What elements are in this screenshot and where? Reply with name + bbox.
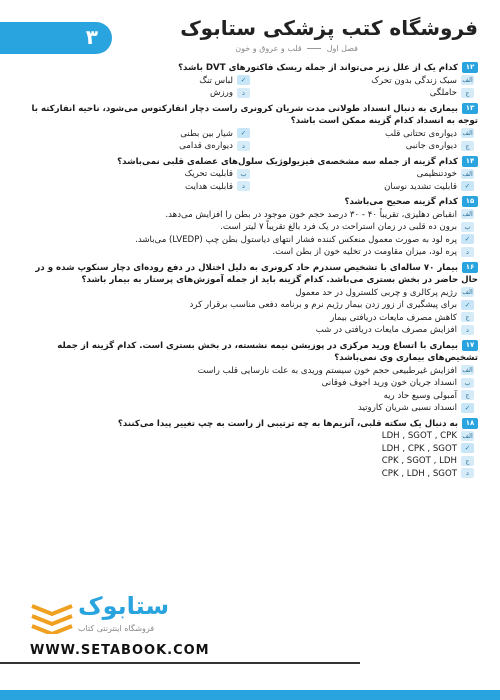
question-text: بیماری با اتساع ورید مرکزی در پوزیشن نیمه نشسته، در بخش بستری است. کدام گزینه از جمله تشخیص‌های بیماری وی نمی‌باشد؟ bbox=[57, 340, 478, 363]
answer-option[interactable] bbox=[26, 128, 250, 141]
question-text: بیماری به دنبال انسداد طولانی مدت شریان کرونری راست دچار انفارکتوس می‌شود، ناحیه انفارکته با توجه به انسداد کدام گزینه ممکن است باشد؟ bbox=[31, 103, 478, 126]
option-list bbox=[26, 209, 474, 259]
option-list bbox=[26, 168, 474, 193]
answer-option[interactable] bbox=[26, 468, 474, 481]
option-label: ج bbox=[461, 456, 474, 466]
option-text: LDH , SGOT , CPK bbox=[381, 431, 457, 441]
option-label: ج bbox=[461, 390, 474, 400]
logo-subtitle: فروشگاه اینترنتی کتاب bbox=[78, 624, 155, 633]
question-number: ۱۴ bbox=[462, 156, 478, 167]
question bbox=[26, 418, 478, 481]
answer-check-icon: ✓ bbox=[461, 300, 474, 310]
option-list bbox=[26, 430, 474, 480]
option-label: ج bbox=[461, 88, 474, 98]
breadcrumb-chapter: فصل اول bbox=[326, 44, 358, 53]
answer-option[interactable] bbox=[26, 299, 474, 312]
option-text: افزایش غیرطبیعی حجم خون سیستم وریدی به علت نارسایی قلب راست bbox=[197, 365, 457, 376]
option-label: الف bbox=[462, 210, 473, 218]
answer-option[interactable] bbox=[26, 181, 250, 194]
bottom-accent-bar bbox=[0, 690, 500, 700]
question-list bbox=[26, 62, 478, 483]
answer-option[interactable] bbox=[26, 402, 474, 415]
option-text: برای پیشگیری از زور زدن بیمار رژیم نرم و برنامه دفعی مناسب برقرار کرد bbox=[189, 300, 457, 310]
breadcrumb bbox=[235, 44, 358, 53]
question-text: بیمار ۷۰ ساله‌ای با تشخیص سندرم حاد کرونری به دلیل اختلال در دفع روده‌ای دچار سنکوپ شده و در حال حاضر در بخش بستری می‌باشد. کدام گزینه باید از جمله آموزش‌های پرستار به بیمار باشد؟ bbox=[35, 262, 478, 285]
option-text: دیواره‌ی تحتانی قلب bbox=[385, 128, 457, 139]
page-number: ۳ bbox=[85, 25, 98, 49]
answer-option[interactable] bbox=[26, 443, 474, 456]
answer-option[interactable] bbox=[26, 234, 474, 247]
breadcrumb-topic: قلب و عروق و خون bbox=[235, 44, 302, 53]
option-text: CPK , SGOT , LDH bbox=[381, 456, 457, 466]
option-text: انسداد جریان خون ورید اجوف فوقانی bbox=[321, 378, 457, 388]
answer-option[interactable] bbox=[26, 140, 250, 153]
page-header bbox=[0, 14, 500, 60]
option-text: ورزش bbox=[210, 88, 233, 98]
website-bar bbox=[0, 642, 360, 664]
answer-check-icon: ✓ bbox=[461, 443, 474, 453]
option-text: سبک زندگی بدون تحرک bbox=[371, 75, 457, 86]
question-stem bbox=[26, 418, 478, 431]
option-text: پره لود به صورت معمول منعکس کننده فشار انتهای دیاستول بطن چپ (LVEDP) می‌باشد. bbox=[135, 234, 457, 245]
option-text: دیواره‌ی جانبی bbox=[405, 141, 457, 151]
answer-option[interactable] bbox=[26, 455, 474, 468]
question bbox=[26, 156, 478, 194]
option-label: د bbox=[461, 247, 474, 257]
answer-option[interactable] bbox=[26, 87, 250, 100]
question-stem bbox=[26, 340, 478, 365]
option-label: ب bbox=[461, 378, 474, 388]
option-label: ب bbox=[461, 222, 474, 232]
option-label: ج bbox=[461, 312, 474, 322]
answer-option[interactable] bbox=[26, 246, 474, 259]
option-text: افزایش مصرف مایعات دریافتی در شب bbox=[315, 325, 457, 335]
option-text: CPK , LDH , SGOT bbox=[381, 468, 457, 479]
option-text: انسداد نسبی شریان کاروتید bbox=[358, 403, 457, 413]
option-list bbox=[26, 128, 474, 153]
question bbox=[26, 196, 478, 259]
question-stem bbox=[26, 156, 478, 169]
answer-check-icon: ✓ bbox=[461, 403, 474, 413]
option-label: الف bbox=[462, 366, 473, 374]
option-text: رژیم پرکالری و چربی کلسترول در حد معمول bbox=[295, 287, 457, 298]
option-label: د bbox=[237, 141, 250, 151]
question-number: ۱۲ bbox=[462, 62, 478, 73]
option-text: LDH , CPK , SGOT bbox=[381, 443, 457, 454]
option-text: انقباض دهلیزی، تقریباً ۴۰ - ۳۰ درصد حجم خون موجود در بطن را افزایش می‌دهد. bbox=[165, 209, 457, 220]
answer-option[interactable] bbox=[250, 87, 474, 100]
question-stem bbox=[26, 196, 478, 209]
website-url[interactable]: WWW.SETABOOK.COM bbox=[30, 643, 210, 658]
option-text: دیواره‌ی قدامی bbox=[179, 141, 233, 151]
answer-option[interactable] bbox=[26, 75, 250, 88]
question-text: کدام گزینه از جمله سه مشخصه‌ی فیزیولوژیک سلول‌های عضله‌ی قلبی نمی‌باشد؟ bbox=[117, 156, 458, 167]
option-list bbox=[26, 365, 474, 415]
option-text: کاهش مصرف مایعات دریافتی بیمار bbox=[330, 312, 457, 323]
question-text: کدام گزینه صحیح می‌باشد؟ bbox=[344, 197, 458, 207]
option-label: د bbox=[461, 468, 474, 478]
option-label: د bbox=[237, 181, 250, 191]
option-text: قابلیت هدایت bbox=[185, 181, 233, 192]
answer-option[interactable] bbox=[26, 221, 474, 234]
answer-option[interactable] bbox=[26, 168, 250, 181]
question-stem bbox=[26, 62, 478, 75]
question bbox=[26, 262, 478, 337]
book-title: فروشگاه کتب پزشکی ستابوک bbox=[180, 16, 478, 40]
question-text: به دنبال یک سکته قلبی، آنزیم‌ها به چه ترتیبی از راست به چپ تغییر پیدا می‌کنند؟ bbox=[117, 418, 458, 429]
question bbox=[26, 340, 478, 415]
breadcrumb-separator bbox=[307, 48, 321, 49]
option-label: الف bbox=[462, 288, 473, 296]
answer-check-icon: ✓ bbox=[461, 181, 474, 191]
answer-option[interactable] bbox=[250, 181, 474, 194]
option-text: آمبولی وسیع حاد ریه bbox=[383, 390, 457, 401]
question bbox=[26, 62, 478, 100]
answer-check-icon: ✓ bbox=[237, 75, 250, 85]
question-stem bbox=[26, 262, 478, 287]
option-label: ج bbox=[461, 141, 474, 151]
option-label: د bbox=[461, 325, 474, 335]
answer-option[interactable] bbox=[26, 390, 474, 403]
page-number-badge bbox=[0, 22, 112, 54]
option-label: الف bbox=[462, 76, 473, 84]
answer-option[interactable] bbox=[26, 287, 474, 300]
setabook-logo bbox=[30, 588, 190, 644]
question bbox=[26, 103, 478, 153]
question-number: ۱۳ bbox=[462, 103, 478, 114]
answer-option[interactable] bbox=[250, 168, 474, 181]
answer-option[interactable] bbox=[26, 430, 474, 443]
answer-option[interactable] bbox=[250, 140, 474, 153]
option-text: برون ده قلبی در زمان استراحت در یک فرد بالغ تقریباً ۷ لیتر است. bbox=[220, 222, 457, 232]
option-list bbox=[26, 75, 474, 100]
answer-option[interactable] bbox=[250, 128, 474, 141]
answer-check-icon: ✓ bbox=[461, 234, 474, 244]
answer-option[interactable] bbox=[26, 324, 474, 337]
option-label: ب bbox=[237, 169, 250, 179]
question-number: ۱۶ bbox=[462, 262, 478, 273]
option-text: قابلیت تشدید نوسان bbox=[384, 181, 457, 192]
option-text: پره لود، میزان مقاومت در تخلیه خون از بطن است. bbox=[272, 247, 457, 257]
option-label: د bbox=[237, 88, 250, 98]
logo-text: ستابوک bbox=[78, 592, 170, 620]
option-label: الف bbox=[462, 431, 473, 440]
book-logo-icon bbox=[30, 598, 74, 634]
answer-option[interactable] bbox=[26, 312, 474, 325]
answer-check-icon: ✓ bbox=[237, 128, 250, 138]
option-label: الف bbox=[462, 169, 473, 178]
option-text: خودتنظیمی bbox=[416, 169, 457, 179]
question-number: ۱۵ bbox=[462, 196, 478, 207]
answer-option[interactable] bbox=[250, 75, 474, 88]
option-label: الف bbox=[462, 129, 473, 137]
answer-option[interactable] bbox=[26, 209, 474, 222]
option-text: لباس تنگ bbox=[199, 75, 233, 86]
answer-option[interactable] bbox=[26, 365, 474, 378]
option-text: شیار بین بطنی bbox=[180, 128, 233, 139]
answer-option[interactable] bbox=[26, 377, 474, 390]
question-stem bbox=[26, 103, 478, 128]
option-text: حاملگی bbox=[429, 88, 457, 98]
option-list bbox=[26, 287, 474, 337]
option-text: قابلیت تحریک bbox=[184, 169, 233, 179]
question-number: ۱۷ bbox=[462, 340, 478, 351]
question-number: ۱۸ bbox=[462, 418, 478, 429]
question-text: کدام یک از علل زیر می‌تواند از جمله ریسک فاکتورهای DVT باشد؟ bbox=[178, 63, 458, 73]
